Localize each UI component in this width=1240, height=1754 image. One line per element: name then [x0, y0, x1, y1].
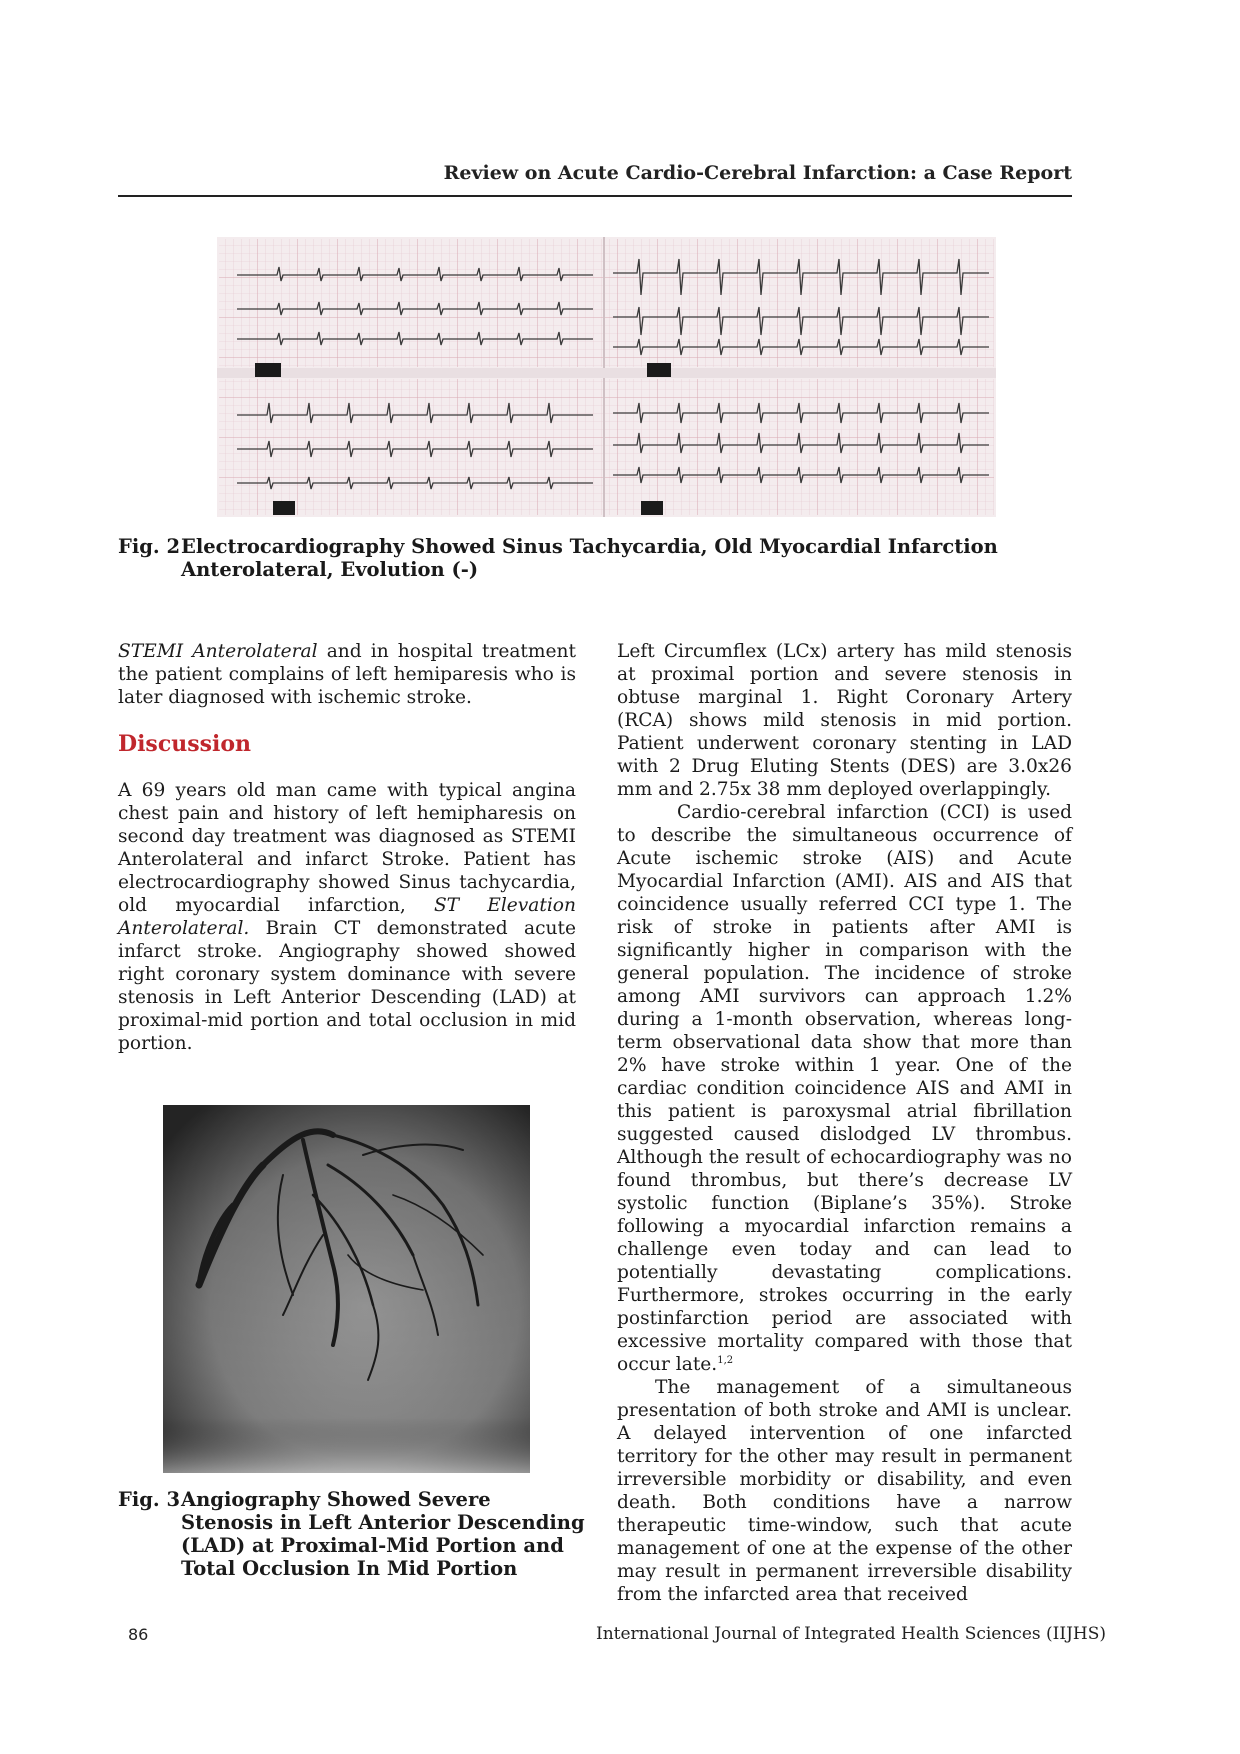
journal-footer: International Journal of Integrated Health Sciences (IIJHS) [596, 1624, 1106, 1644]
right-paragraph-2-text: Cardio-cerebral infarction (CCI) is used to describe the simultaneous occurrence of Acute ischemic stroke (AIS) and Acute Myocardial Infarction (AMI). AIS and AIS that coincidence usually referred CCI type 1. The risk of stroke in patients after AMI is significantly higher in comparison with the general population. The incidence of stroke among AMI survivors can approach 1.2% during a 1-month observation, whereas long-term observational data show that more than 2% have stroke within 1 year. One of the cardiac condition coincidence AIS and AMI in this patient is paroxysmal atrial fibrillation suggested caused dislodged LV thrombus. Although the result of echocardiography was no found thrombus, but there’s decrease LV systolic function (Biplane’s 35%). Stroke following a myocardial infarction remains a challenge even today and can lead to potentially devastating complications. Furthermore, strokes occurring in the early postinfarction period are associated with excessive mortality compared with those that occur late. [617, 802, 1072, 1375]
running-title: Review on Acute Cardio-Cerebral Infarction: a Case Report [443, 162, 1072, 184]
ecg-image [217, 237, 996, 517]
header-rule [118, 195, 1072, 197]
page-number: 86 [128, 1625, 149, 1644]
right-paragraph-3: The management of a simultaneous presentation of both stroke and AMI is unclear. A delayed intervention of one infarcted territory for the other may result in permanent irreversible morbidity or disability, and even death. Both conditions have a narrow therapeutic time-window, such that acute management of one at the expense of the other may result in permanent irreversible disability from the infarcted area that received [617, 1377, 1072, 1605]
angiography-image [163, 1105, 530, 1473]
intro-text: and in hospital treatment the patient complains of left hemiparesis who is later diagnosed with ischemic stroke. [118, 641, 576, 708]
figure-2-caption-text: Electrocardiography Showed Sinus Tachycardia, Old Myocardial Infarction Anterolateral, Evolution (-) [181, 535, 998, 581]
figure-3-caption-text: Angiography Showed Severe Stenosis in Left Anterior Descending (LAD) at Proximal-Mid Portion and Total Occlusion In Mid Portion [181, 1488, 585, 1580]
left-column-discussion [118, 779, 576, 1055]
section-heading-discussion: Discussion [118, 731, 252, 757]
citation-ref: 1,2 [717, 1354, 734, 1366]
ecg-figure [217, 237, 996, 517]
angiography-figure [163, 1105, 530, 1473]
discussion-text-1: A 69 years old man came with typical angina chest pain and history of left hemipharesis on second day treatment was diagnosed as STEMI Anterolateral and infarct Stroke. Patient has electrocardiography showed Sinus tachycardia, old myocardial infarction, [118, 780, 576, 916]
intro-italic: STEMI Anterolateral [118, 641, 318, 662]
right-column [617, 640, 1072, 1606]
discussion-italic: ST Elevation Anterolateral. [118, 895, 576, 939]
right-paragraph-2 [617, 801, 1072, 1376]
figure-2-caption [118, 535, 1038, 581]
left-column-intro [118, 640, 576, 709]
intro-paragraph [118, 640, 576, 709]
figure-3-label: Fig. 3 [118, 1488, 181, 1511]
figure-2-label: Fig. 2 [118, 535, 181, 558]
figure-3-caption [118, 1488, 588, 1580]
discussion-text-2: Brain CT demonstrated acute infarct stroke. Angiography showed showed right coronary system dominance with severe stenosis in Left Anterior Descending (LAD) at proximal-mid portion and total occlusion in mid portion. [118, 918, 576, 1054]
discussion-paragraph [118, 779, 576, 1055]
right-paragraph-1: Left Circumflex (LCx) artery has mild stenosis at proximal portion and severe stenosis in obtuse marginal 1. Right Coronary Artery (RCA) shows mild stenosis in mid portion. Patient underwent coronary stenting in LAD with 2 Drug Eluting Stents (DES) are 3.0x26 mm and 2.75x 38 mm deployed overlappingly. [617, 641, 1072, 800]
